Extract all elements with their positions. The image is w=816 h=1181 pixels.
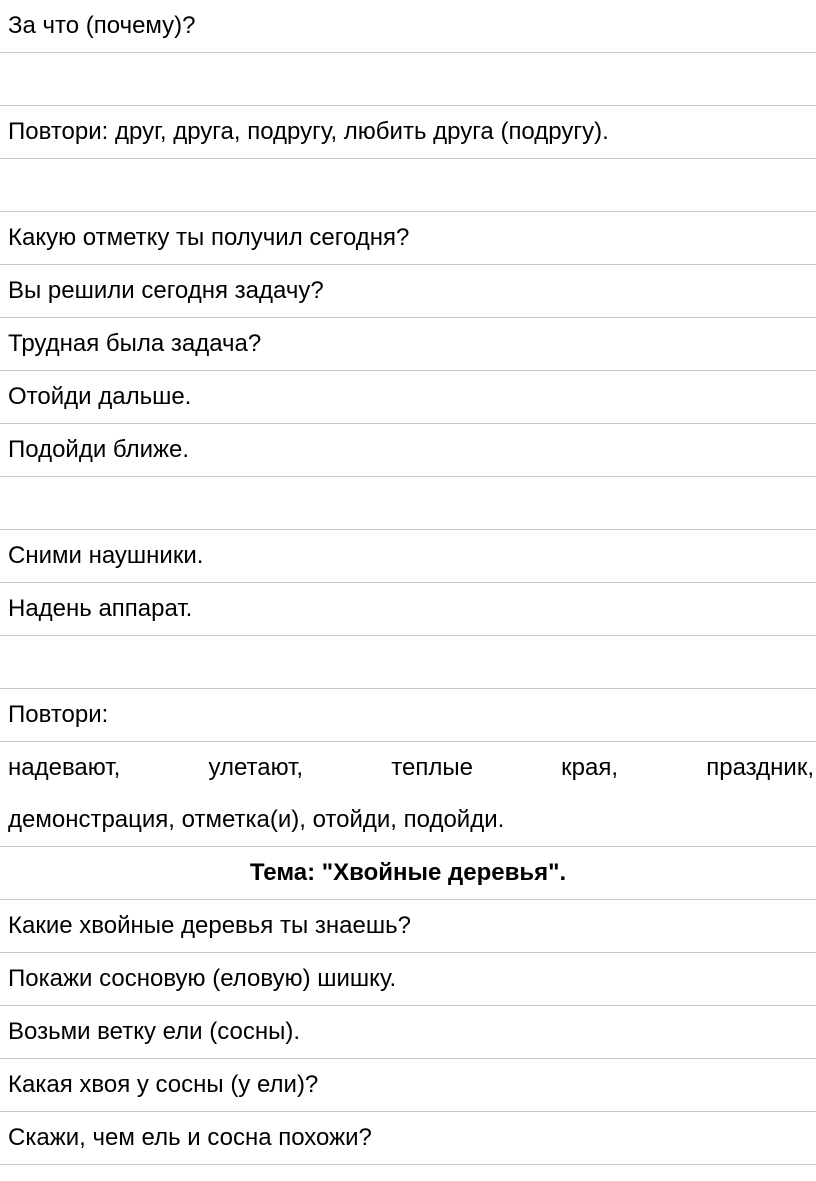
table-row <box>0 689 816 742</box>
table-cell: Скажи, чем ель и сосна похожи? <box>0 1112 816 1165</box>
table-row <box>0 0 816 53</box>
empty-cell <box>0 477 816 530</box>
table-row <box>0 1059 816 1112</box>
table-row <box>0 477 816 530</box>
table-cell: Повтори: друг, друга, подругу, любить друга (подругу). <box>0 106 816 159</box>
table-row <box>0 106 816 159</box>
table-row <box>0 159 816 212</box>
empty-cell <box>0 159 816 212</box>
table-row <box>0 53 816 106</box>
table-row <box>0 583 816 636</box>
table-cell: Повтори: <box>0 689 816 742</box>
word-item: надевают, <box>8 754 121 781</box>
table-cell: Какие хвойные деревья ты знаешь? <box>0 900 816 953</box>
word-list-cell <box>0 742 816 847</box>
table-row <box>0 636 816 689</box>
table-cell: Сними наушники. <box>0 530 816 583</box>
table-cell: Возьми ветку ели (сосны). <box>0 1006 816 1059</box>
table-cell: За что (почему)? <box>0 0 816 53</box>
table-cell: Какая хвоя у сосны (у ели)? <box>0 1059 816 1112</box>
word-item: улетают, <box>208 754 304 781</box>
table-row <box>0 1006 816 1059</box>
word-item: теплые <box>391 754 473 781</box>
table-row <box>0 1112 816 1165</box>
table-row <box>0 212 816 265</box>
table-cell: Покажи сосновую (еловую) шишку. <box>0 953 816 1006</box>
word-item: края, <box>561 754 619 781</box>
word-list-line-1 <box>8 742 816 794</box>
word-item: праздник, <box>706 754 814 781</box>
table-row <box>0 371 816 424</box>
table-row <box>0 265 816 318</box>
table-cell: Вы решили сегодня задачу? <box>0 265 816 318</box>
table-cell: Подойди ближе. <box>0 424 816 477</box>
table-row <box>0 900 816 953</box>
table-cell: Какую отметку ты получил сегодня? <box>0 212 816 265</box>
empty-cell <box>0 53 816 106</box>
table-cell: Трудная была задача? <box>0 318 816 371</box>
table-row <box>0 953 816 1006</box>
topic-heading-row <box>0 847 816 900</box>
table-cell: Отойди дальше. <box>0 371 816 424</box>
word-list-row <box>0 742 816 847</box>
table-cell: Надень аппарат. <box>0 583 816 636</box>
table-row <box>0 530 816 583</box>
empty-cell <box>0 636 816 689</box>
word-list-line-2: демонстрация, отметка(и), отойди, подойди. <box>8 806 505 833</box>
topic-heading: Тема: "Хвойные деревья". <box>0 847 816 900</box>
table-row <box>0 424 816 477</box>
table-row <box>0 318 816 371</box>
